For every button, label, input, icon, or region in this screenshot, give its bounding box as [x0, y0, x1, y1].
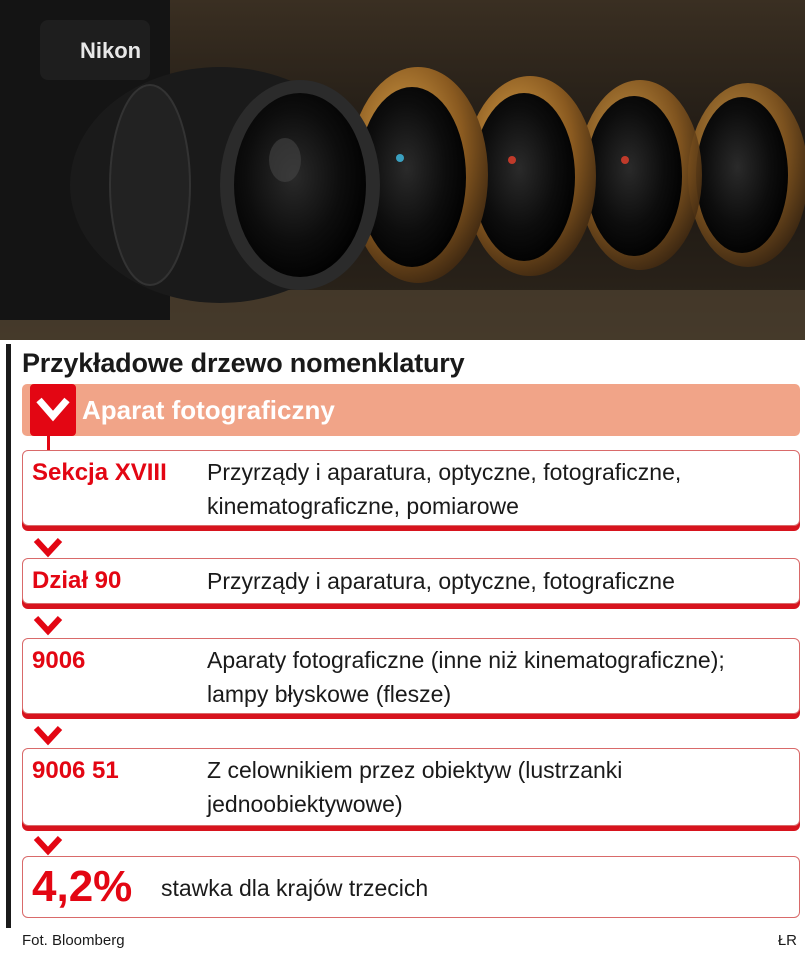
- tariff-rate: [22, 856, 800, 918]
- level-code: Sekcja XVIII: [32, 459, 167, 486]
- left-rule: [6, 344, 11, 928]
- nomenclature-level: [22, 450, 800, 526]
- root-node-label: Aparat fotograficzny: [82, 395, 335, 425]
- rate-description: stawka dla krajów trzecich: [161, 875, 429, 901]
- level-description: Z celownikiem przez obiektyw (lustrzanki jednoobiektywowe): [207, 757, 623, 817]
- chevron-down-icon: [33, 614, 63, 636]
- chevron-down-icon: [33, 536, 63, 558]
- root-node: [22, 384, 800, 436]
- chevron-down-icon: [33, 724, 63, 746]
- chevron-down-icon: [33, 834, 63, 856]
- diagram-title: Przykładowe drzewo nomenklatury: [22, 348, 465, 378]
- photo-credit: Fot. Bloomberg: [22, 932, 125, 949]
- svg-text:Nikon: Nikon: [80, 38, 142, 63]
- level-description: Przyrządy i aparatura, optyczne, fotograficzne: [207, 568, 675, 594]
- level-code: 9006: [32, 647, 86, 674]
- level-code: 9006 51: [32, 757, 119, 784]
- author-initials: ŁR: [777, 932, 797, 949]
- level-description: Aparaty fotograficzne (inne niż kinematograficzne); lampy błyskowe (flesze): [207, 647, 725, 707]
- camera-lenses-photo: [0, 0, 805, 340]
- rate-value: 4,2%: [32, 862, 133, 911]
- level-description: Przyrządy i aparatura, optyczne, fotograficzne, kinematograficzne, pomiarowe: [207, 459, 682, 519]
- nomenclature-level: [22, 638, 800, 714]
- level-code: Dział 90: [32, 567, 122, 594]
- connector: [47, 436, 50, 450]
- root-chevron-icon: [30, 384, 76, 436]
- nomenclature-level: [22, 748, 800, 826]
- nomenclature-level: [22, 558, 800, 604]
